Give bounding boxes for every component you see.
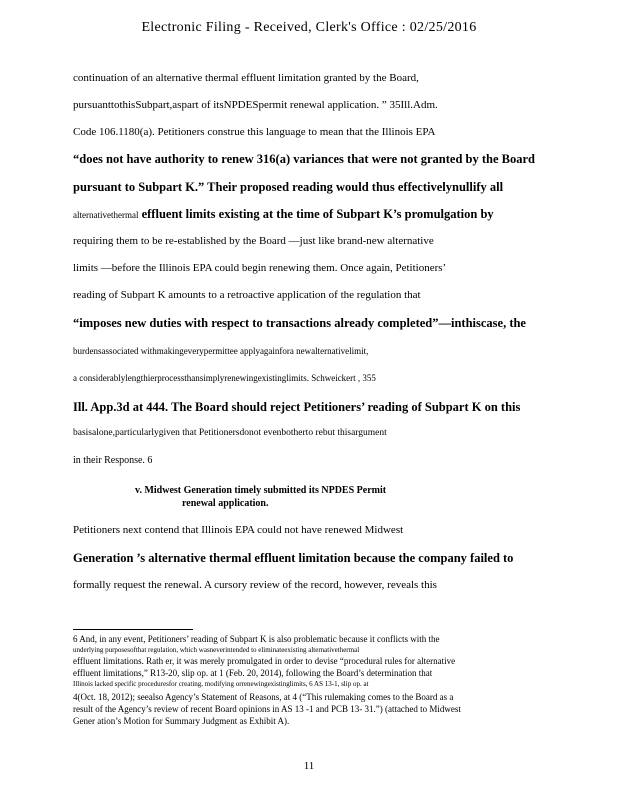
body-line-9: reading of Subpart K amounts to a retroactive application of the regulation that [73, 289, 421, 301]
body-line-10: “imposes new duties with respect to transactions already completed”—inthiscase, the [73, 316, 526, 330]
body-line-6-part-b: effluent limits existing at the time of Subpart K’s promulgation by [138, 207, 494, 221]
body-line-6-part-a: alternativethermal [73, 210, 139, 220]
body-line-16: Petitioners next contend that Illinois EPA could not have renewed Midwest [73, 524, 404, 536]
footnote-rule [73, 629, 193, 630]
filing-header: Electronic Filing - Received, Clerk's Office : 02/25/2016 [141, 20, 477, 35]
page-number: 11 [303, 760, 315, 772]
footnote-line-8: Gener ation’s Motion for Summary Judgment as Exhibit A). [73, 716, 290, 726]
section-heading-line-1: v. Midwest Generation timely submitted its NPDES Permit [135, 485, 387, 496]
body-line-11: burdensassociated withmakingeverypermittee applyagainfora newalternativelimit, [73, 346, 369, 356]
body-line-7: requiring them to be re-established by the Board —just like brand-new alternative [73, 235, 434, 247]
body-line-14: basisalone,particularlygiven that Petitionersdonot evenbotherto rebut thisargument [73, 428, 387, 438]
body-line-18: formally request the renewal. A cursory review of the record, however, reveals this [73, 579, 437, 591]
section-heading-line-2: renewal application. [182, 498, 269, 509]
body-line-12: a considerablylengthierprocessthansimplyrenewingexistinglimits. Schweickert , 355 [73, 373, 376, 383]
footnote-line-3: effluent limitations. Rath er, it was merely promulgated in order to devise “procedural rules for alternative [73, 656, 456, 666]
body-line-2: pursuanttothisSubpart,aspart of itsNPDESpermit renewal application. ” 35Ill.Adm. [73, 99, 438, 111]
body-line-15: in their Response. 6 [73, 455, 153, 466]
body-line-17: Generation ’s alternative thermal effluent limitation because the company failed to [73, 551, 514, 565]
footnote-line-7: result of the Agency’s review of recent Board opinions in AS 13 -1 and PCB 13- 31.”) (attached to Midwest [73, 704, 461, 714]
footnote-line-5: Illinois lacked specific proceduresfor creating, modifying orrenewingexistinglimits, 6 AS 13-1, slip op. at [73, 680, 369, 688]
body-line-4: “does not have authority to renew 316(a) variances that were not granted by the Board [73, 152, 535, 166]
footnote-line-6: 4(Oct. 18, 2012); seealso Agency’s Statement of Reasons, at 4 (“This rulemaking comes to the Board as a [73, 692, 454, 702]
footnote-line-4: effluent limitations,” R13-20, slip op. at 1 (Feb. 20, 2014), following the Board’s determination that [73, 668, 433, 678]
footnote-line-2: underlying purposesofthat regulation, which wasneverintended to eliminateexisting alternativethermal [73, 646, 360, 654]
body-line-3: Code 106.1180(a). Petitioners construe this language to mean that the Illinois EPA [73, 126, 436, 138]
body-line-1: continuation of an alternative thermal effluent limitation granted by the Board, [73, 72, 419, 84]
footnote-line-1: 6 And, in any event, Petitioners’ reading of Subpart K is also problematic because it conflicts with the [73, 634, 440, 644]
body-line-13: Ill. App.3d at 444. The Board should reject Petitioners’ reading of Subpart K on this [73, 400, 521, 414]
body-line-5: pursuant to Subpart K.” Their proposed reading would thus effectivelynullify all [73, 180, 504, 194]
body-line-8: limits —before the Illinois EPA could begin renewing them. Once again, Petitioners’ [73, 262, 447, 274]
body-line-6 [73, 207, 545, 222]
